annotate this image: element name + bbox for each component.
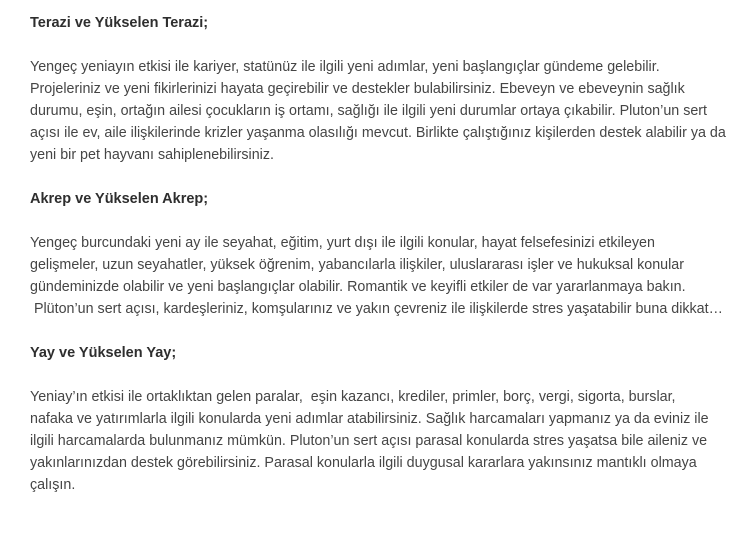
paragraph-line: Projeleriniz ve yeni fikirlerinizi hayata geçirebilir ve destekler bulabilirsiniz. Ebeveyn ve ebeveynin sağlık bbox=[30, 81, 685, 97]
paragraph-line: gelişmeler, uzun seyahatler, yüksek öğrenim, yabancılarla ilişkiler, uluslararası işler ve hukuksal konular bbox=[30, 257, 684, 273]
paragraph-line: gündeminizde olabilir ve yeni başlangıçlar olabilir. Romantik ve keyifli etkiler de var yararlanmaya bakın. bbox=[30, 279, 686, 295]
paragraph-line: Yengeç yeniayın etkisi ile kariyer, statünüz ile ilgili yeni adımlar, yeni başlangıçlar gündeme gelebilir. bbox=[30, 59, 660, 75]
section-heading-terazi: Terazi ve Yükselen Terazi; bbox=[30, 15, 209, 31]
section-paragraph-yay bbox=[30, 386, 720, 496]
paragraph-line: Yeniay’ın etkisi ile ortaklıktan gelen paralar, eşin kazancı, krediler, primler, borç, vergi, sigorta, burslar, bbox=[30, 389, 676, 405]
paragraph-line: yakınlarınızdan destek görebilirsiniz. Parasal konularla ilgili duygusal kararlara yakınsınız mantıklı olmaya bbox=[30, 455, 697, 471]
section-paragraph-akrep bbox=[30, 232, 723, 320]
paragraph-line: Plüton’un sert açısı, kardeşleriniz, komşularınız ve yakın çevreniz ile ilişkilerde stres yaşatabilir buna dikkat… bbox=[30, 301, 723, 317]
paragraph-line: açısı ile ev, aile ilişkilerinde krizler yaşanma olasılığı mevcut. Birlikte çalıştığınız kişilerden destek alabilir ya da bbox=[30, 125, 726, 141]
paragraph-line: ilgili harcamalarda bulunmanız mümkün. Pluton’un sert açısı parasal konularda stres yaşatsa bile aileniz ve bbox=[30, 433, 708, 449]
paragraph-line: nafaka ve yatırımlarla ilgili konularda yeni adımlar atabilirsiniz. Sağlık harcamaları yapmanız ya da eviniz ile bbox=[30, 411, 709, 427]
paragraph-line: durumu, eşin, ortağın ailesi çocukların iş ortamı, sağlığı ile ilgili yeni durumlar ortaya çıkabilir. Pluton’un sert bbox=[30, 103, 708, 119]
paragraph-line: yeni bir pet hayvanı sahiplenebilirsiniz. bbox=[30, 147, 274, 163]
section-paragraph-terazi bbox=[30, 56, 726, 166]
paragraph-line: Yengeç burcundaki yeni ay ile seyahat, eğitim, yurt dışı ile ilgili konular, hayat felsefesinizi etkileyen bbox=[30, 235, 655, 251]
paragraph-line: çalışın. bbox=[30, 477, 76, 493]
section-heading-yay: Yay ve Yükselen Yay; bbox=[30, 345, 177, 361]
section-heading-akrep: Akrep ve Yükselen Akrep; bbox=[30, 191, 209, 207]
